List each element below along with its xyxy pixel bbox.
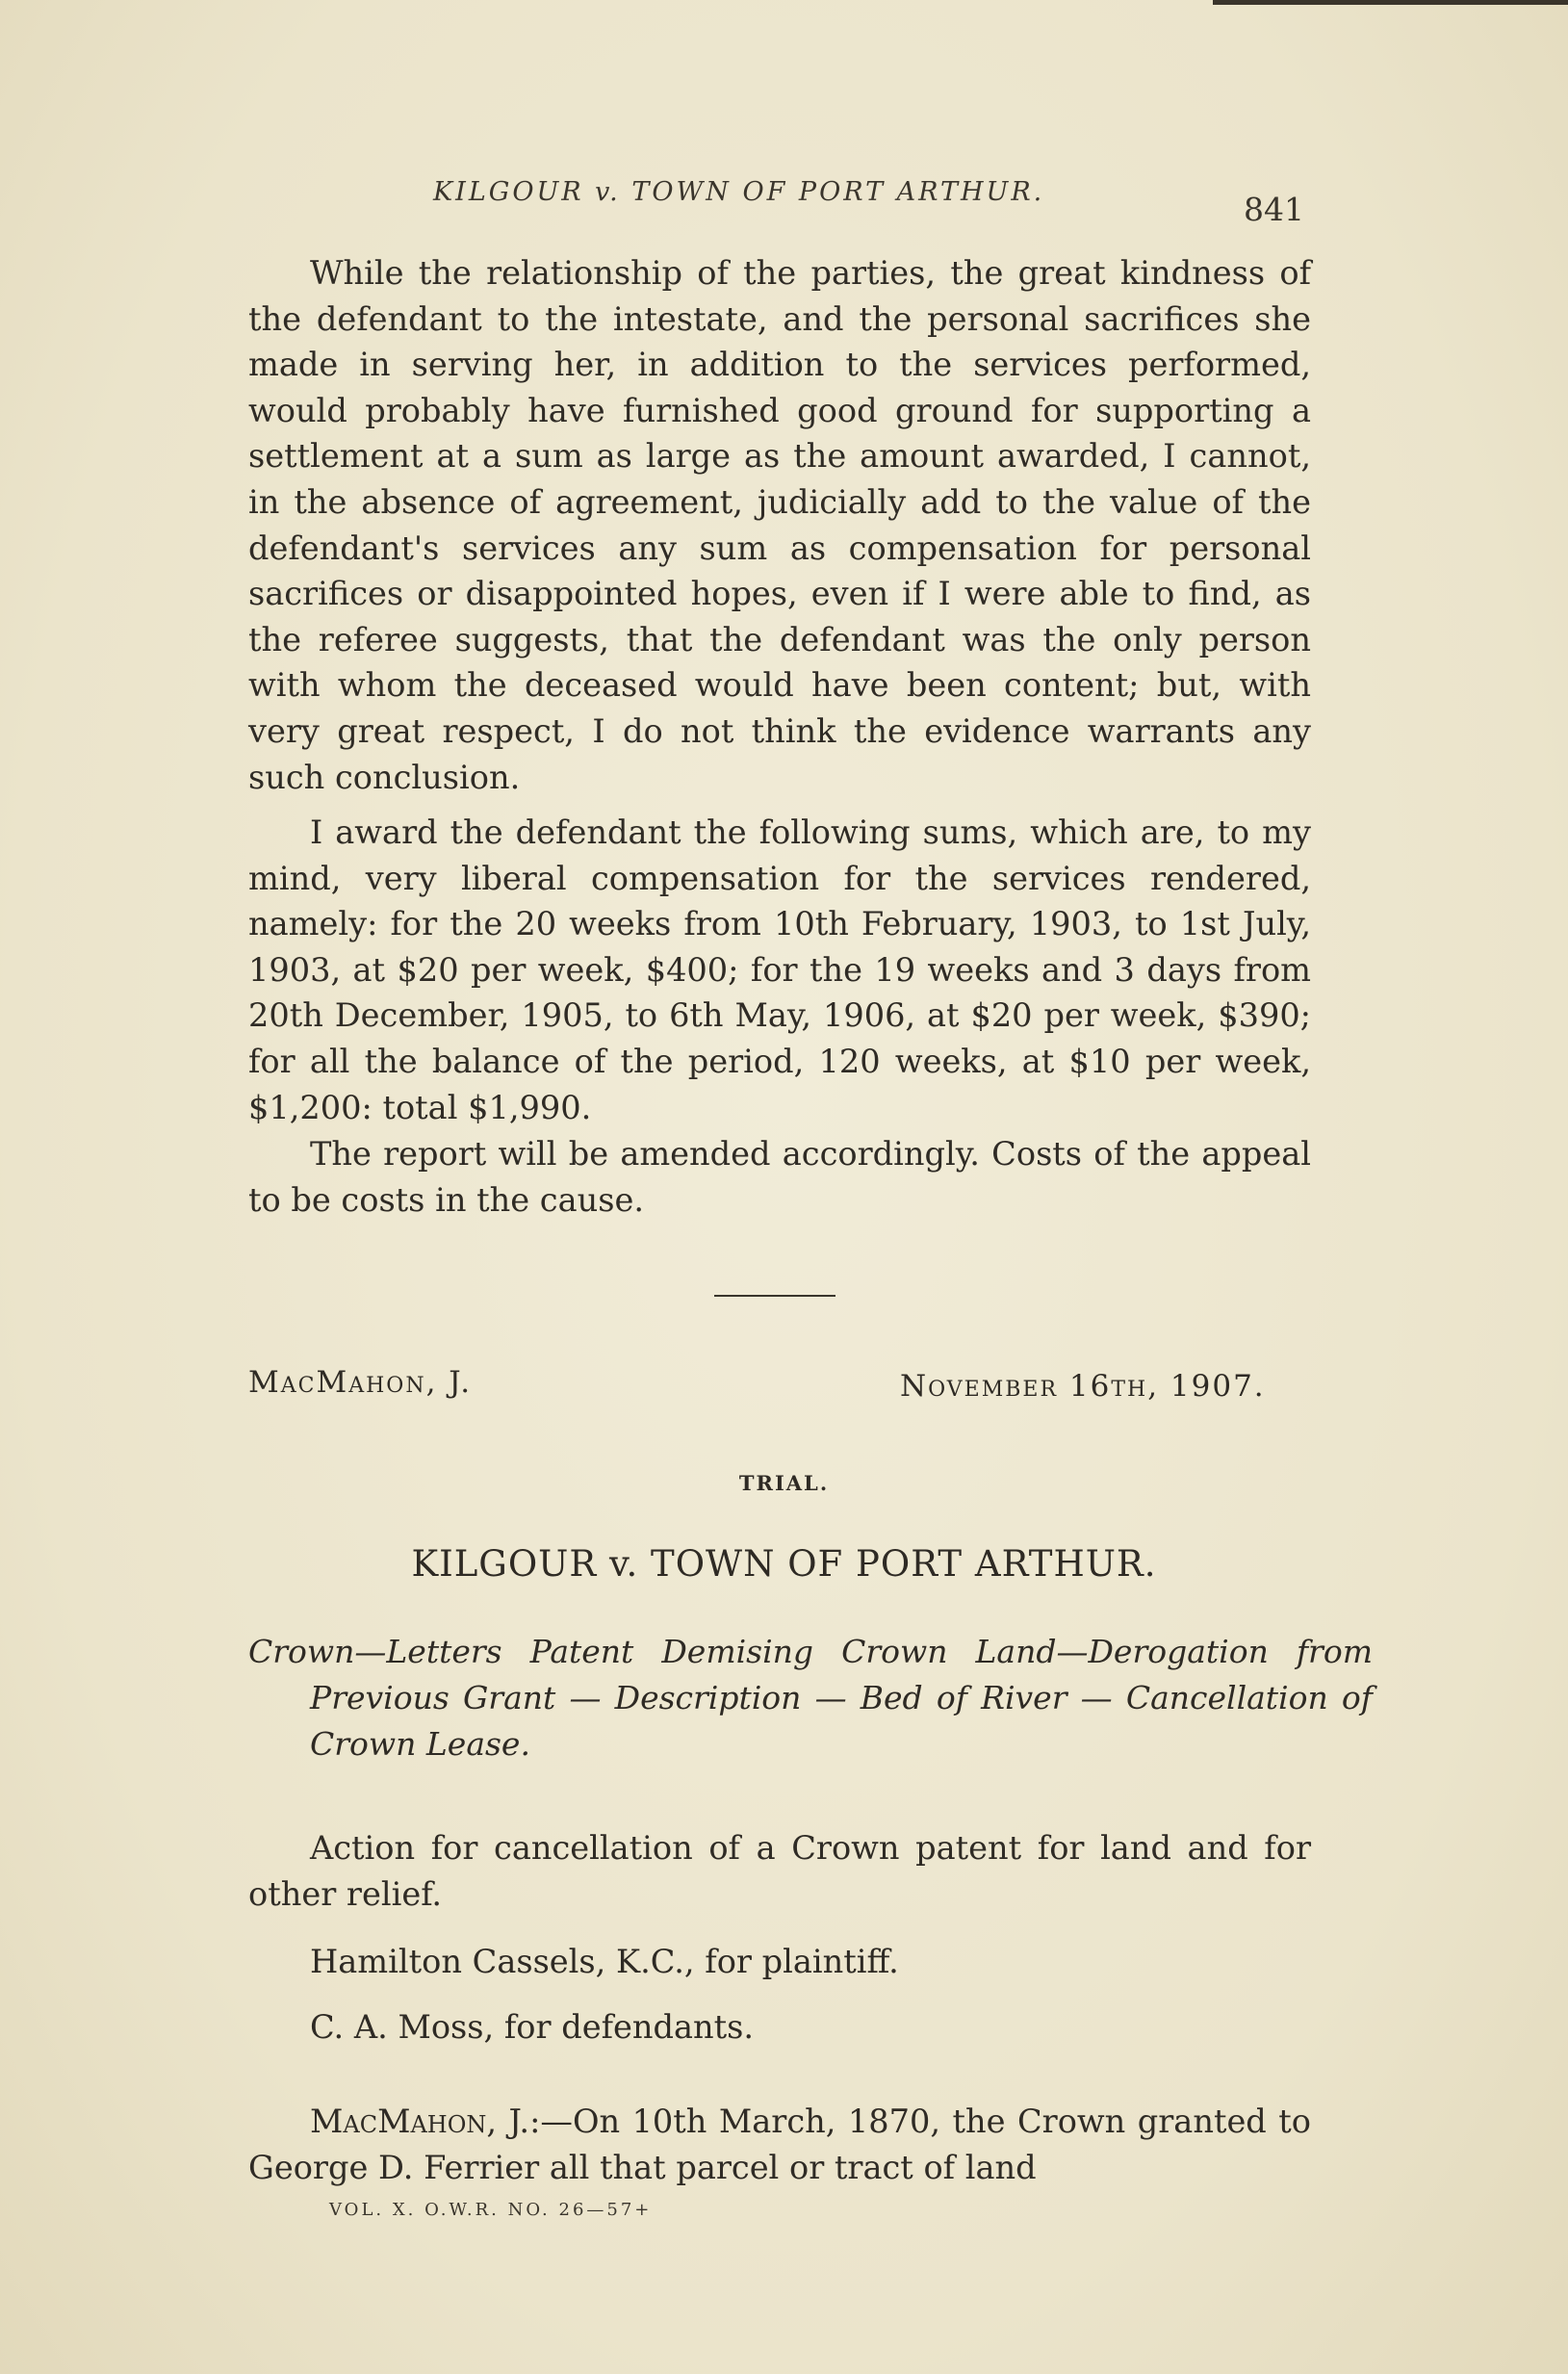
paragraph-report-amended: The report will be amended accordingly. Costs of the appeal to be costs in the cause. — [248, 1135, 1311, 1219]
paragraph-award: I award the defendant the following sums, which are, to my mind, very liberal compensation for the services rendered, namely: for the 20 weeks from 10th February, 1903, to 1st July, 1903, at $20 per week, $400; for the 19 weeks and 3 days from 20th December, 1905, to 6th May, 1906, at $20 per week, $390; for all the balance of the period, 120 weeks, at $10 per week, $1,200: total $1,990. — [248, 813, 1311, 1126]
printer-signature: VOL. X. O.W.R. NO. 26—57+ — [329, 2200, 653, 2220]
decision-date: November 16th, 1907. — [900, 1369, 1266, 1404]
page-number: 841 — [1244, 191, 1304, 228]
judgment-opening — [248, 2099, 1311, 2190]
paragraph-compensation-reasoning: While the relationship of the parties, the great kindness of the defendant to the intestate, and the personal sacrifices she made in serving her, in addition to the services performed, would probably have furnished good ground for supporting a settlement at a sum as large as the amount awarded, I cannot, in the absence of agreement, judicially add to the value of the defendant's services any sum as compensation for personal sacrifices or disappointed hopes, even if I were able to find, as the referee suggests, that the defendant was the only person with whom the deceased would have been content; but, with very great respect, I do not think the evidence warrants any such conclusion. — [248, 254, 1311, 796]
counsel-plaintiff: Hamilton Cassels, K.C., for plaintiff. — [310, 1943, 899, 1980]
section-divider — [714, 1295, 835, 1297]
headnote: Crown—Letters Patent Demising Crown Land—Derogation from Previous Grant — Description — Bed of River — Cancellation of Crown Lease. — [248, 1633, 1373, 1763]
judge-name: MacMahon, J. — [248, 1365, 473, 1400]
counsel-defendants: C. A. Moss, for defendants. — [310, 2008, 755, 2046]
action-description: Action for cancellation of a Crown patent for land and for other relief. — [248, 1829, 1311, 1913]
case-title: KILGOUR v. TOWN OF PORT ARTHUR. — [411, 1543, 1157, 1585]
judgment-judge: MacMahon, J. — [310, 2103, 530, 2140]
page-edge — [1213, 0, 1568, 5]
judgment-text: :—On 10th March, 1870, the Crown granted to George D. Ferrier all that parcel or tract of land — [248, 2103, 1311, 2186]
section-label: TRIAL. — [738, 1471, 830, 1495]
running-head: KILGOUR v. TOWN OF PORT ARTHUR. — [433, 177, 1045, 207]
